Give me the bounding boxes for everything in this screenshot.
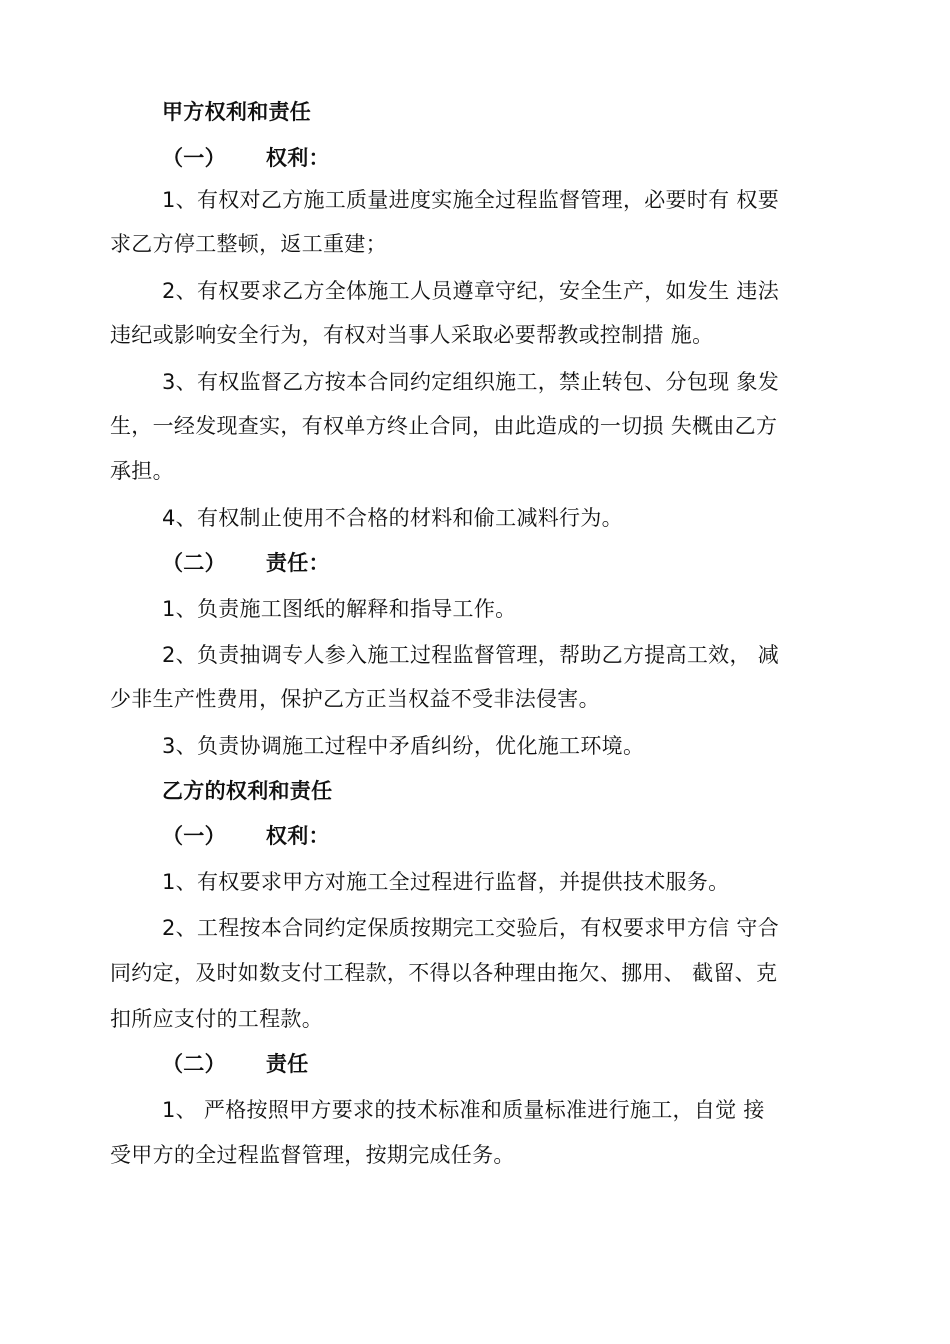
- subheading-number: （二）: [162, 551, 226, 575]
- paragraph-line: 求乙方停工整顿，返工重建；: [110, 232, 387, 256]
- paragraph-line: 3、有权监督乙方按本合同约定组织施工，禁止转包、分包现 象发: [162, 370, 780, 394]
- subheading-title: 责任: [265, 1052, 309, 1076]
- subheading-party-a-rights: [162, 143, 330, 173]
- paragraph-line: 1、有权要求甲方对施工全过程进行监督，并提供技术服务。: [162, 870, 730, 894]
- paragraph-line: 生，一经发现查实，有权单方终止合同，由此造成的一切损 失概由乙方: [110, 414, 778, 438]
- section-heading-party-b: 乙方的权利和责任: [162, 779, 333, 803]
- subheading-title: 权利：: [265, 146, 330, 170]
- subheading-number: （二）: [162, 1052, 226, 1076]
- section-heading-party-a: 甲方权利和责任: [162, 100, 312, 124]
- paragraph-line: 3、负责协调施工过程中矛盾纠纷，优化施工环境。: [162, 734, 645, 758]
- paragraph-line: 受甲方的全过程监督管理，按期完成任务。: [110, 1143, 515, 1167]
- subheading-number: （一）: [162, 146, 226, 170]
- paragraph-line: 承担。: [110, 459, 174, 483]
- paragraph-line: 违纪或影响安全行为，有权对当事人采取必要帮教或控制措 施。: [110, 323, 714, 347]
- paragraph-line: 同约定，及时如数支付工程款，不得以各种理由拖欠、挪用、 截留、克: [110, 961, 778, 985]
- paragraph-line: 1、 严格按照甲方要求的技术标准和质量标准进行施工，自觉 接: [162, 1098, 765, 1122]
- subheading-title: 责任：: [265, 551, 330, 575]
- paragraph-line: 少非生产性费用，保护乙方正当权益不受非法侵害。: [110, 687, 600, 711]
- paragraph-line: 2、有权要求乙方全体施工人员遵章守纪，安全生产，如发生 违法: [162, 279, 780, 303]
- paragraph-line: 1、有权对乙方施工质量进度实施全过程监督管理，必要时有 权要: [162, 188, 780, 212]
- subheading-number: （一）: [162, 824, 226, 848]
- subheading-party-a-duties: [162, 548, 330, 578]
- subheading-party-b-duties: [162, 1049, 309, 1079]
- subheading-title: 权利：: [265, 824, 330, 848]
- paragraph-line: 扣所应支付的工程款。: [110, 1007, 323, 1031]
- paragraph-line: 1、负责施工图纸的解释和指导工作。: [162, 597, 517, 621]
- paragraph-line: 4、有权制止使用不合格的材料和偷工减料行为。: [162, 506, 623, 530]
- paragraph-line: 2、工程按本合同约定保质按期完工交验后，有权要求甲方信 守合: [162, 916, 780, 940]
- subheading-party-b-rights: [162, 821, 330, 851]
- paragraph-line: 2、负责抽调专人参入施工过程监督管理，帮助乙方提高工效， 减: [162, 643, 780, 667]
